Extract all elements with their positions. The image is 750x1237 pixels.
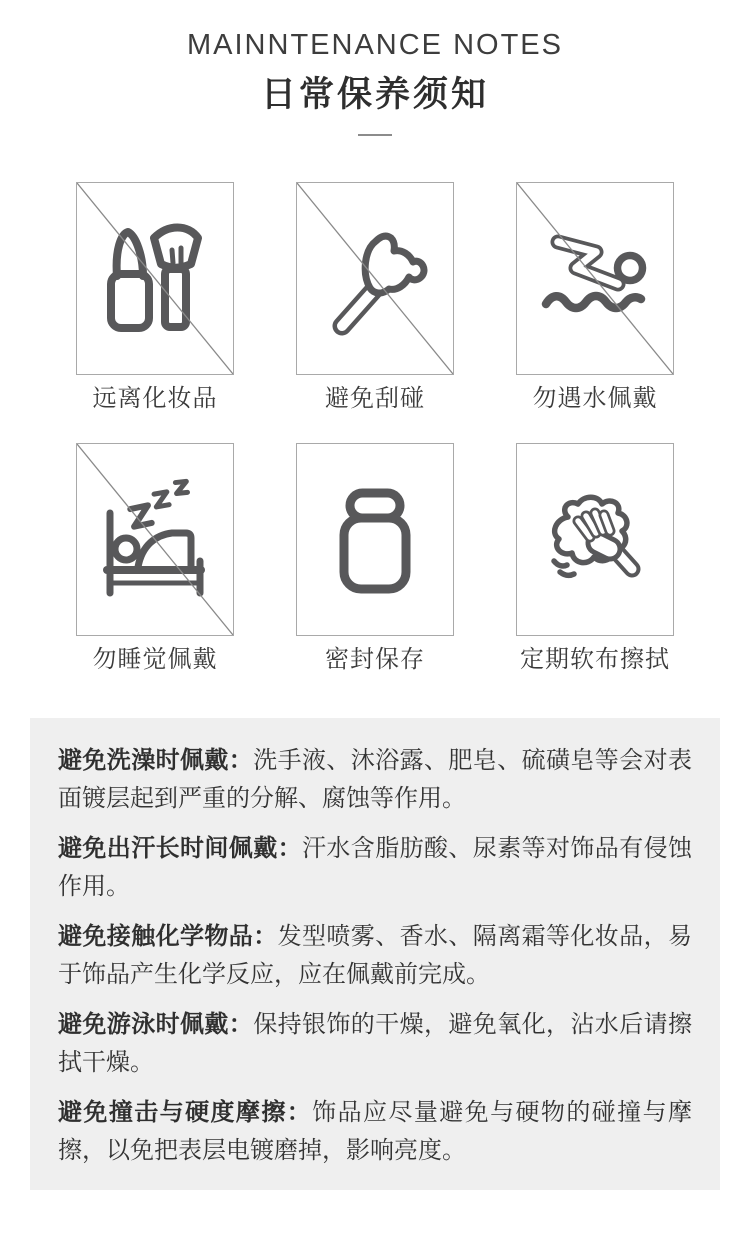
- card-label: 定期软布擦拭: [520, 646, 670, 673]
- page-title-cn: 日常保养须知: [260, 75, 489, 114]
- note-lead: 避免撞击与硬度摩擦：: [58, 1099, 313, 1126]
- note-body: 饰品应尽量避免与硬物的碰撞与摩擦，以免把表层电镀磨掉，影响亮度。: [58, 1099, 693, 1164]
- note-lead: 避免接触化学物品：: [58, 923, 278, 950]
- note-paragraph: [58, 1094, 692, 1170]
- card-no-water: [516, 182, 674, 414]
- note-paragraph: [58, 742, 692, 818]
- card-no-scratching: [296, 182, 454, 414]
- note-lead: 避免洗澡时佩戴：: [58, 747, 254, 774]
- sealed-jar-icon: [318, 473, 432, 607]
- card-box: [296, 443, 454, 636]
- note-body: 洗手液、沐浴露、肥皂、硫磺皂等会对表面镀层起到严重的分解、腐蚀等作用。: [58, 747, 693, 812]
- card-wipe-with-cloth: [516, 443, 674, 675]
- cloth-wipe-icon: [538, 473, 652, 607]
- prohibited-line: [77, 183, 233, 374]
- care-notes-panel: [30, 718, 720, 1190]
- prohibited-line: [297, 183, 453, 374]
- card-box: [516, 443, 674, 636]
- prohibited-line: [77, 444, 233, 635]
- card-label: 远离化妆品: [92, 385, 218, 412]
- card-no-cosmetics: [76, 182, 234, 414]
- maintenance-notes-page: [0, 26, 750, 1190]
- card-box: [76, 182, 234, 375]
- card-label: 密封保存: [325, 646, 425, 673]
- card-no-sleeping: [76, 443, 234, 675]
- card-label: 勿遇水佩戴: [532, 385, 658, 412]
- note-paragraph: [58, 830, 692, 906]
- note-body: 保持银饰的干燥，避免氧化，沾水后请擦拭干燥。: [58, 1011, 693, 1076]
- note-paragraph: [58, 1006, 692, 1082]
- note-body: 发型喷雾、香水、隔离霜等化妆品，易于饰品产生化学反应，应在佩戴前完成。: [58, 923, 693, 988]
- card-box: [76, 443, 234, 636]
- note-lead: 避免游泳时佩戴：: [58, 1011, 254, 1038]
- page-header: [0, 26, 750, 136]
- prohibited-line: [517, 183, 673, 374]
- page-title-en: MAINNTENANCE NOTES: [187, 29, 563, 61]
- card-box: [516, 182, 674, 375]
- card-label: 勿睡觉佩戴: [92, 646, 218, 673]
- note-paragraph: [58, 918, 692, 994]
- card-box: [296, 182, 454, 375]
- note-body: 汗水含脂肪酸、尿素等对饰品有侵蚀作用。: [58, 835, 692, 900]
- care-icon-grid: [0, 182, 750, 675]
- title-divider: [358, 134, 392, 136]
- card-sealed-storage: [296, 443, 454, 675]
- note-lead: 避免出汗长时间佩戴：: [58, 835, 302, 862]
- card-label: 避免刮碰: [325, 385, 425, 412]
